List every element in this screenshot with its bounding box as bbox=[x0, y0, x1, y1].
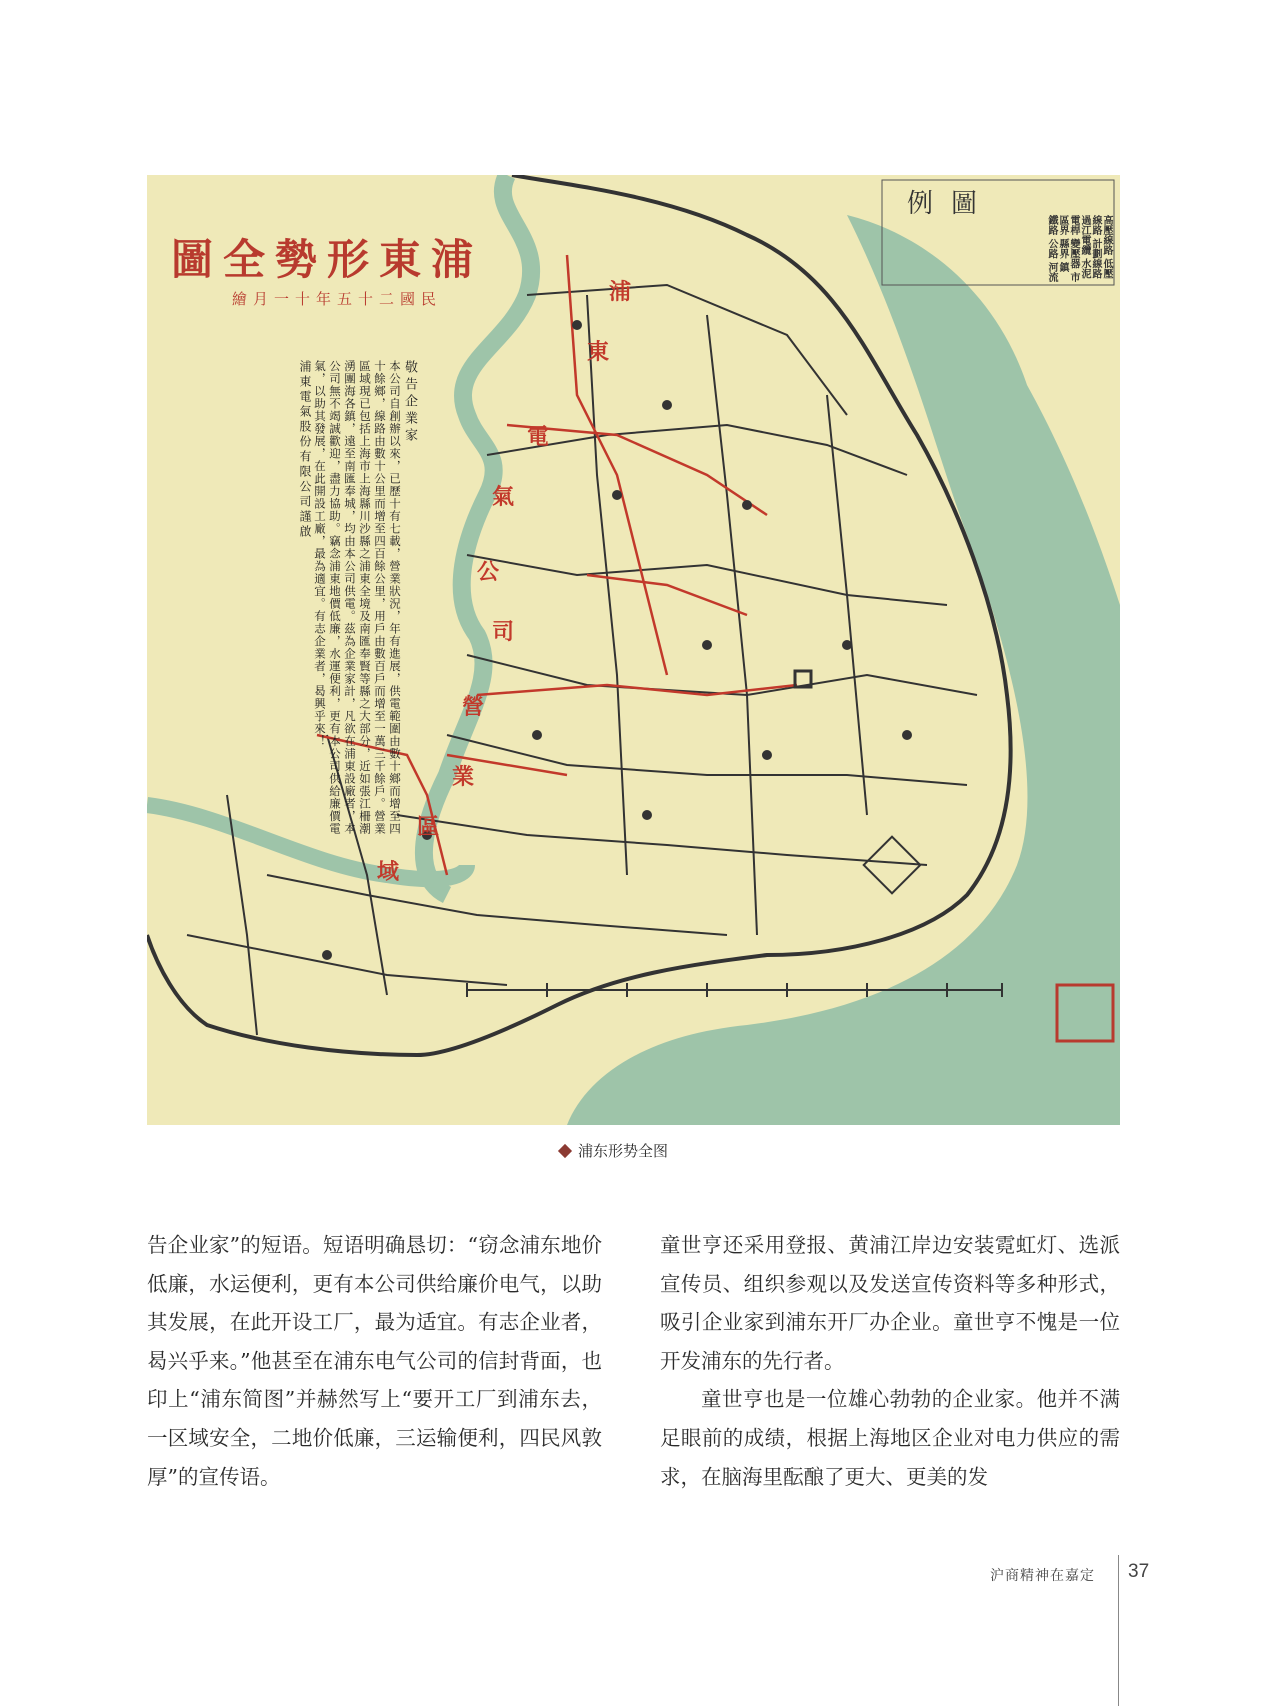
map-label: 東 bbox=[587, 340, 610, 365]
paragraph: 告企业家”的短语。短语明确恳切：“窃念浦东地价低廉，水运便利，更有本公司供给廉价电气，以助其发展，在此开设工厂，最为适宜。有志企业者，曷兴乎来。”他甚至在浦东电气公司的信封背面，也印上“浦东简图”并赫然写上“要开工厂到浦东去，一区域安全，二地价低廉，三运输便利，四民风敦厚”的宣传语。 bbox=[147, 1233, 602, 1489]
footer-divider bbox=[1118, 1555, 1119, 1706]
left-column bbox=[147, 1226, 602, 1496]
caption-text: 浦东形势全图 bbox=[578, 1142, 669, 1160]
map-label: 公 bbox=[477, 560, 500, 585]
running-footer-title: 沪商精神在嘉定 bbox=[990, 1568, 1095, 1584]
diamond-icon bbox=[558, 1143, 572, 1157]
notice-heading: 敬告企業家 bbox=[402, 360, 417, 445]
notice-signature: 浦東電氣股份有限公司謹啟 bbox=[298, 360, 312, 540]
legend-title: 圖例 bbox=[907, 189, 996, 219]
map-label: 業 bbox=[452, 765, 475, 790]
map-label: 浦 bbox=[609, 280, 632, 305]
map-figure bbox=[147, 175, 1120, 1125]
map-date: 民國二十五年十一月繪 bbox=[231, 290, 442, 308]
map-label: 域 bbox=[377, 860, 400, 885]
notice-text bbox=[227, 360, 417, 840]
map-label: 電 bbox=[527, 425, 550, 450]
figure-caption bbox=[560, 1140, 668, 1161]
paragraph: 童世亨还采用登报、黄浦江岸边安装霓虹灯、选派宣传员、组织参观以及发送宣传资料等多种形式，吸引企业家到浦东开厂办企业。童世亨不愧是一位开发浦东的先行者。 bbox=[660, 1233, 1120, 1373]
paragraph: 童世亨也是一位雄心勃勃的企业家。他并不满足眼前的成绩，根据上海地区企业对电力供应的需求，在脑海里酝酿了更大、更美的发 bbox=[660, 1387, 1120, 1489]
map-label: 司 bbox=[492, 620, 515, 645]
map-label: 營 bbox=[462, 695, 485, 720]
map-label: 氣 bbox=[492, 485, 515, 510]
legend-items: 高壓線路 低壓線路 計劃線路 過江電纜 水泥電桿 變壓器 市區界 縣界 鎮 鐵路 公路 河流 bbox=[1046, 215, 1112, 282]
right-column bbox=[660, 1226, 1120, 1496]
map-label: 區 bbox=[417, 815, 440, 840]
map-title: 浦東形勢全圖 bbox=[170, 235, 483, 284]
page-number: 37 bbox=[1128, 1561, 1150, 1582]
notice-body: 本公司自創辦以來，已歷十有七載，營業狀況，年有進展，供電範圍由數十鄉而增至四十餘鄉，線路由數十公里而增至四百餘公里，用戶由數百戶而增至一萬三千餘戶。營業區域現已包括上海市上海縣川沙縣之浦東全境及南匯奉賢等縣之大部分，近如張江柵潮湧團海各鎮，遠至南匯奉城，均由本公司供電。茲為企業家計，凡欲在浦東設廠者，本公司無不竭誠歡迎，盡力協助。竊念浦東地價低廉，水運便利，更有本公司供給廉價電氣，以助其發展，在此開設工廠，最為適宜。有志企業者，曷興乎來！ bbox=[313, 360, 402, 835]
